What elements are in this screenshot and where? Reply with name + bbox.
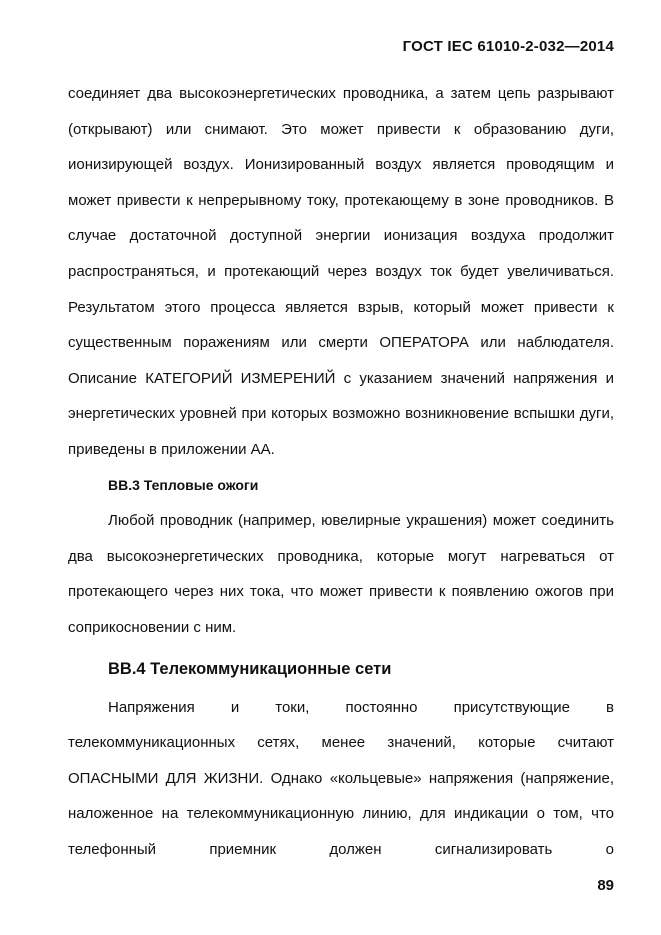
paragraph-arc-flash: соединяет два высокоэнергетических проводника, а затем цепь разрывают (открывают) или снимают. Это может привести к образованию дуги, ионизирующей воздух. Ионизированный воздух является проводящим и может привести к непрерывному току, протекающему в зоне проводников. В случае достаточной доступной энергии ионизация воздуха продолжит распространяться, и протекающий через воздух ток будет увеличиваться. Результатом этого процесса является взрыв, который может привести к существенным поражениям или смерти ОПЕРАТОРА или наблюдателя. Описание КАТЕГОРИЙ ИЗМЕРЕНИЙ с указанием значений напряжения и энергетических уровней при которых возможно возникновение вспышки дуги, приведены в приложении АА. bbox=[68, 85, 614, 458]
document-header: ГОСТ IEC 61010-2-032—2014 bbox=[402, 38, 614, 55]
paragraph-thermal-burns: Любой проводник (например, ювелирные украшения) может соединить два высокоэнергетических проводника, которые могут нагреваться от протекающего через них тока, что может привести к появлению ожогов при соприкосновении с ним. bbox=[68, 512, 614, 636]
page-number: 89 bbox=[597, 877, 614, 894]
page-content bbox=[68, 76, 614, 867]
section-heading-telecom-networks: ВВ.4 Телекоммуникационные сети bbox=[108, 659, 392, 678]
subsection-heading-thermal-burns: ВВ.3 Тепловые ожоги bbox=[108, 476, 259, 493]
paragraph-telecom-networks: Напряжения и токи, постоянно присутствующие в телекоммуникационных сетях, менее значений, которые считают ОПАСНЫМИ ДЛЯ ЖИЗНИ. Однако «кольцевые» напряжения (напряжение, наложенное на телекоммуникационную линию, для индикации о том, что телефонный приемник должен сигнализировать о bbox=[68, 698, 614, 858]
